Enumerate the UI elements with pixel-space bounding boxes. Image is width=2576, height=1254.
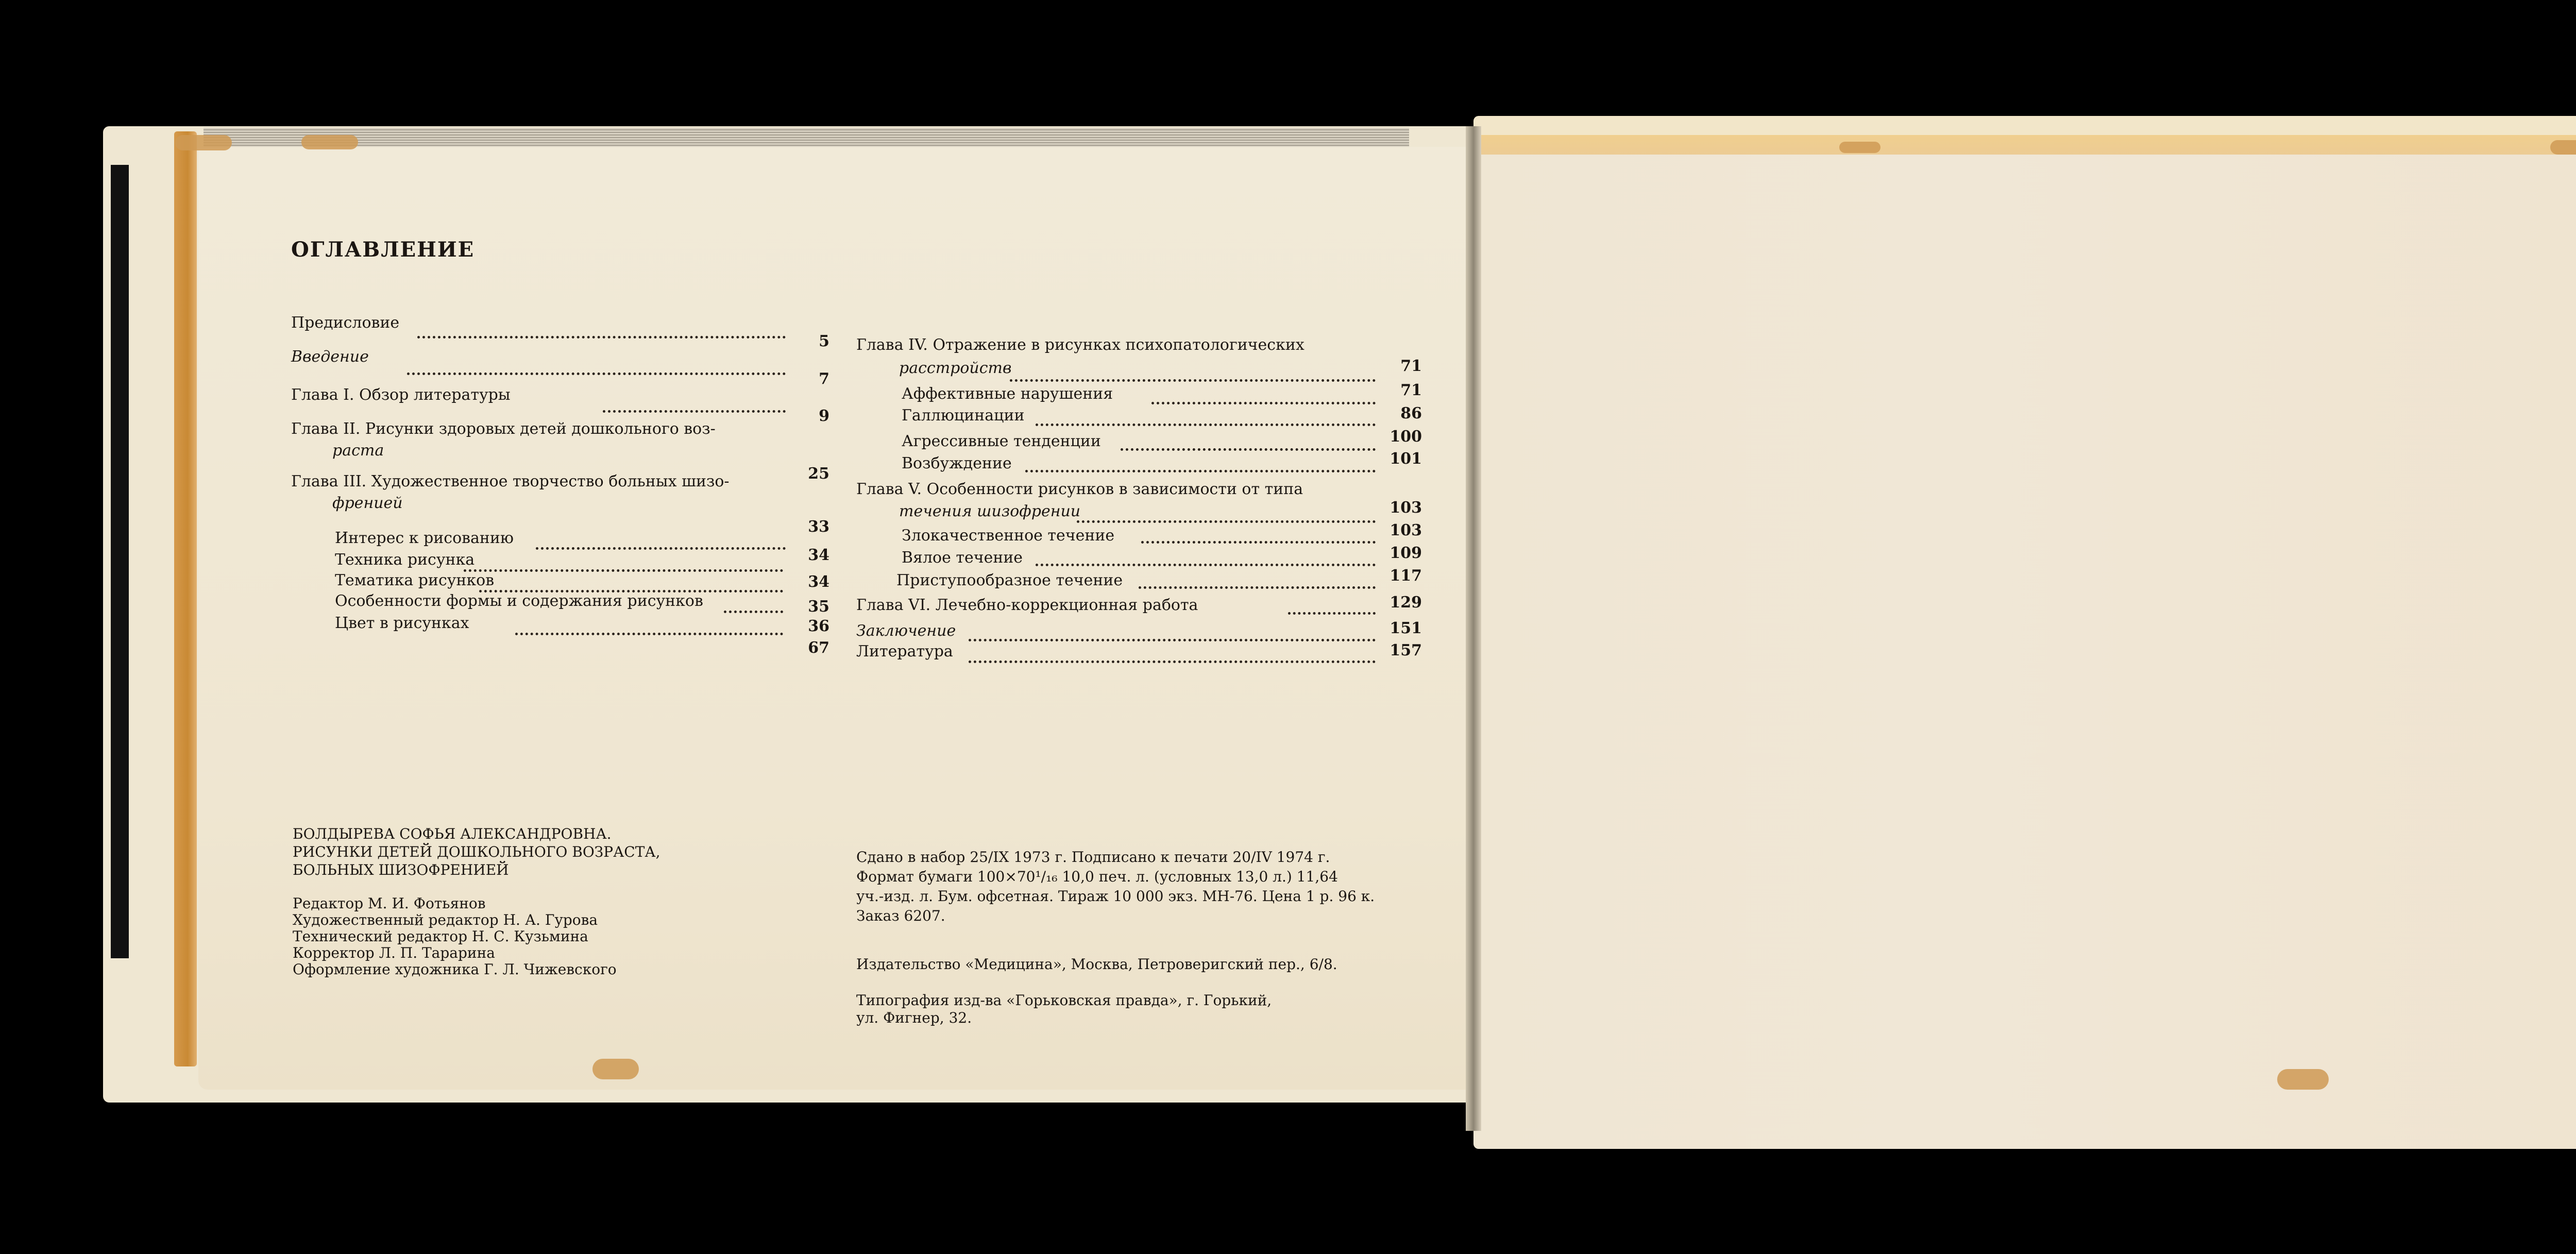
toc-entry-label: Глава I. Обзор литературы [291,386,511,404]
toc-leader-dots [1036,423,1376,426]
toc-leader-dots [1151,402,1376,404]
toc-entry-label: Галлюцинации [902,406,1025,425]
toc-entry-label: Литература [856,642,953,660]
toc-entry-label: Предисловие [291,314,400,332]
toc-leader-dots [1288,612,1376,615]
toc-entry-label: Глава IV. Отражение в рисунках психопатологических [856,336,1304,354]
toc-page-number: 103 [1389,499,1422,517]
toc-page-number: 36 [808,617,829,635]
imprint-author: БОЛДЫРЕВА СОФЬЯ АЛЕКСАНДРОВНА. [293,825,612,842]
toc-page-number: 101 [1389,450,1422,468]
imprint-print-data: Формат бумаги 100×70¹/₁₆ 10,0 печ. л. (условных 13,0 л.) 11,64 [856,868,1338,885]
toc-entry-label: Глава VI. Лечебно-коррекционная работа [856,596,1198,614]
toc-page-number: 129 [1389,594,1422,612]
toc-leader-dots [1121,448,1376,451]
age-stain [2550,140,2576,155]
imprint-printer-address: ул. Фигнер, 32. [856,1009,972,1026]
toc-entry-label: Интерес к рисованию [335,529,514,547]
toc-entry-label: Тематика рисунков [335,571,495,589]
toc-page-number: 7 [819,370,829,388]
right-page [1473,155,2576,1149]
toc-page-number: 157 [1389,641,1422,659]
toc-leader-dots [1036,564,1376,566]
toc-page-number: 117 [1389,567,1422,585]
toc-page-number: 151 [1389,619,1422,637]
toc-page-number: 9 [819,407,829,425]
toc-entry-label: Введение [291,348,369,366]
toc-entry-label-cont: френией [332,494,403,512]
toc-entry-label: Приступообразное течение [896,571,1123,589]
toc-leader-dots [603,410,786,413]
toc-page-number: 35 [808,598,829,616]
imprint-publisher: Издательство «Медицина», Москва, Петроверигский пер., 6/8. [856,956,1337,973]
toc-leader-dots [724,611,783,613]
toc-page-number: 100 [1389,428,1422,446]
toc-leader-dots [1025,470,1376,472]
toc-entry-label: Глава II. Рисунки здоровых детей дошкольного воз- [291,420,716,438]
toc-page-number: 86 [1400,404,1422,422]
age-stain [2277,1069,2329,1090]
toc-page-number: 33 [808,518,829,536]
toc-entry-label: Агрессивные тенденции [902,432,1101,450]
imprint-title-cont: БОЛЬНЫХ ШИЗОФРЕНИЕЙ [293,861,509,878]
imprint-print-data: Сдано в набор 25/IX 1973 г. Подписано к печати 20/IV 1974 г. [856,849,1330,866]
toc-leader-dots [407,372,786,375]
toc-entry-label: Злокачественное течение [902,527,1115,545]
page-top-yellowing [1479,135,2576,156]
imprint-credit: Редактор М. И. Фотьянов [293,895,486,912]
toc-leader-dots [969,660,1376,663]
page-block-edges [204,128,1409,147]
toc-entry-label: Вялое течение [902,549,1023,567]
toc-page-number: 71 [1400,357,1422,375]
toc-entry-label-cont: течения шизофрении [899,502,1081,520]
toc-entry-label: Глава V. Особенности рисунков в зависимости от типа [856,480,1303,498]
imprint-title: РИСУНКИ ДЕТЕЙ ДОШКОЛЬНОГО ВОЗРАСТА, [293,843,660,860]
toc-page-number: 103 [1389,521,1422,539]
toc-leader-dots [536,547,786,550]
toc-leader-dots [515,633,783,635]
toc-leader-dots [1077,520,1376,523]
age-stain [301,135,358,149]
toc-leader-dots [1010,379,1376,382]
toc-entry-label: Возбуждение [902,454,1012,472]
toc-leader-dots [1139,586,1376,589]
cover-edge-left [111,165,129,958]
age-stain [1839,142,1880,153]
toc-leader-dots [969,639,1376,641]
toc-entry-label: Аффективные нарушения [902,385,1113,403]
toc-entry-label-cont: расстройств [899,359,1012,377]
toc-entry-label: Особенности формы и содержания рисунков [335,592,703,610]
toc-page-number: 71 [1400,381,1422,399]
toc-page-number: 25 [808,465,829,483]
imprint-order-number: Заказ 6207. [856,907,945,924]
imprint-credit: Художественный редактор Н. А. Гурова [293,911,598,928]
book-spine [1466,126,1481,1131]
imprint-credit: Оформление художника Г. Л. Чижевского [293,961,617,978]
imprint-printer: Типография изд-ва «Горьковская правда», г. Горький, [856,992,1272,1009]
toc-entry-label: Техника рисунка [335,551,475,569]
toc-leader-dots [464,569,783,572]
toc-entry-label-cont: раста [332,442,384,460]
toc-leader-dots [417,336,786,338]
toc-title: ОГЛАВЛЕНИЕ [291,238,475,262]
toc-entry-label: Заключение [856,622,956,640]
toc-page-number: 5 [819,332,829,350]
imprint-credit: Технический редактор Н. С. Кузьмина [293,928,588,945]
toc-entry-label: Цвет в рисунках [335,614,469,632]
toc-page-number: 67 [808,639,829,657]
imprint-print-data: уч.-изд. л. Бум. офсетная. Тираж 10 000 экз. МН-76. Цена 1 р. 96 к. [856,888,1375,905]
toc-page-number: 109 [1389,544,1422,562]
toc-page-number: 34 [808,573,829,591]
toc-entry-label: Глава III. Художественное творчество больных шизо- [291,472,730,490]
age-stain [592,1059,639,1079]
toc-leader-dots [1141,541,1376,544]
age-stain [175,135,232,150]
imprint-credit: Корректор Л. П. Тарарина [293,944,495,961]
toc-page-number: 34 [808,546,829,564]
binding-tape-left [174,131,197,1066]
